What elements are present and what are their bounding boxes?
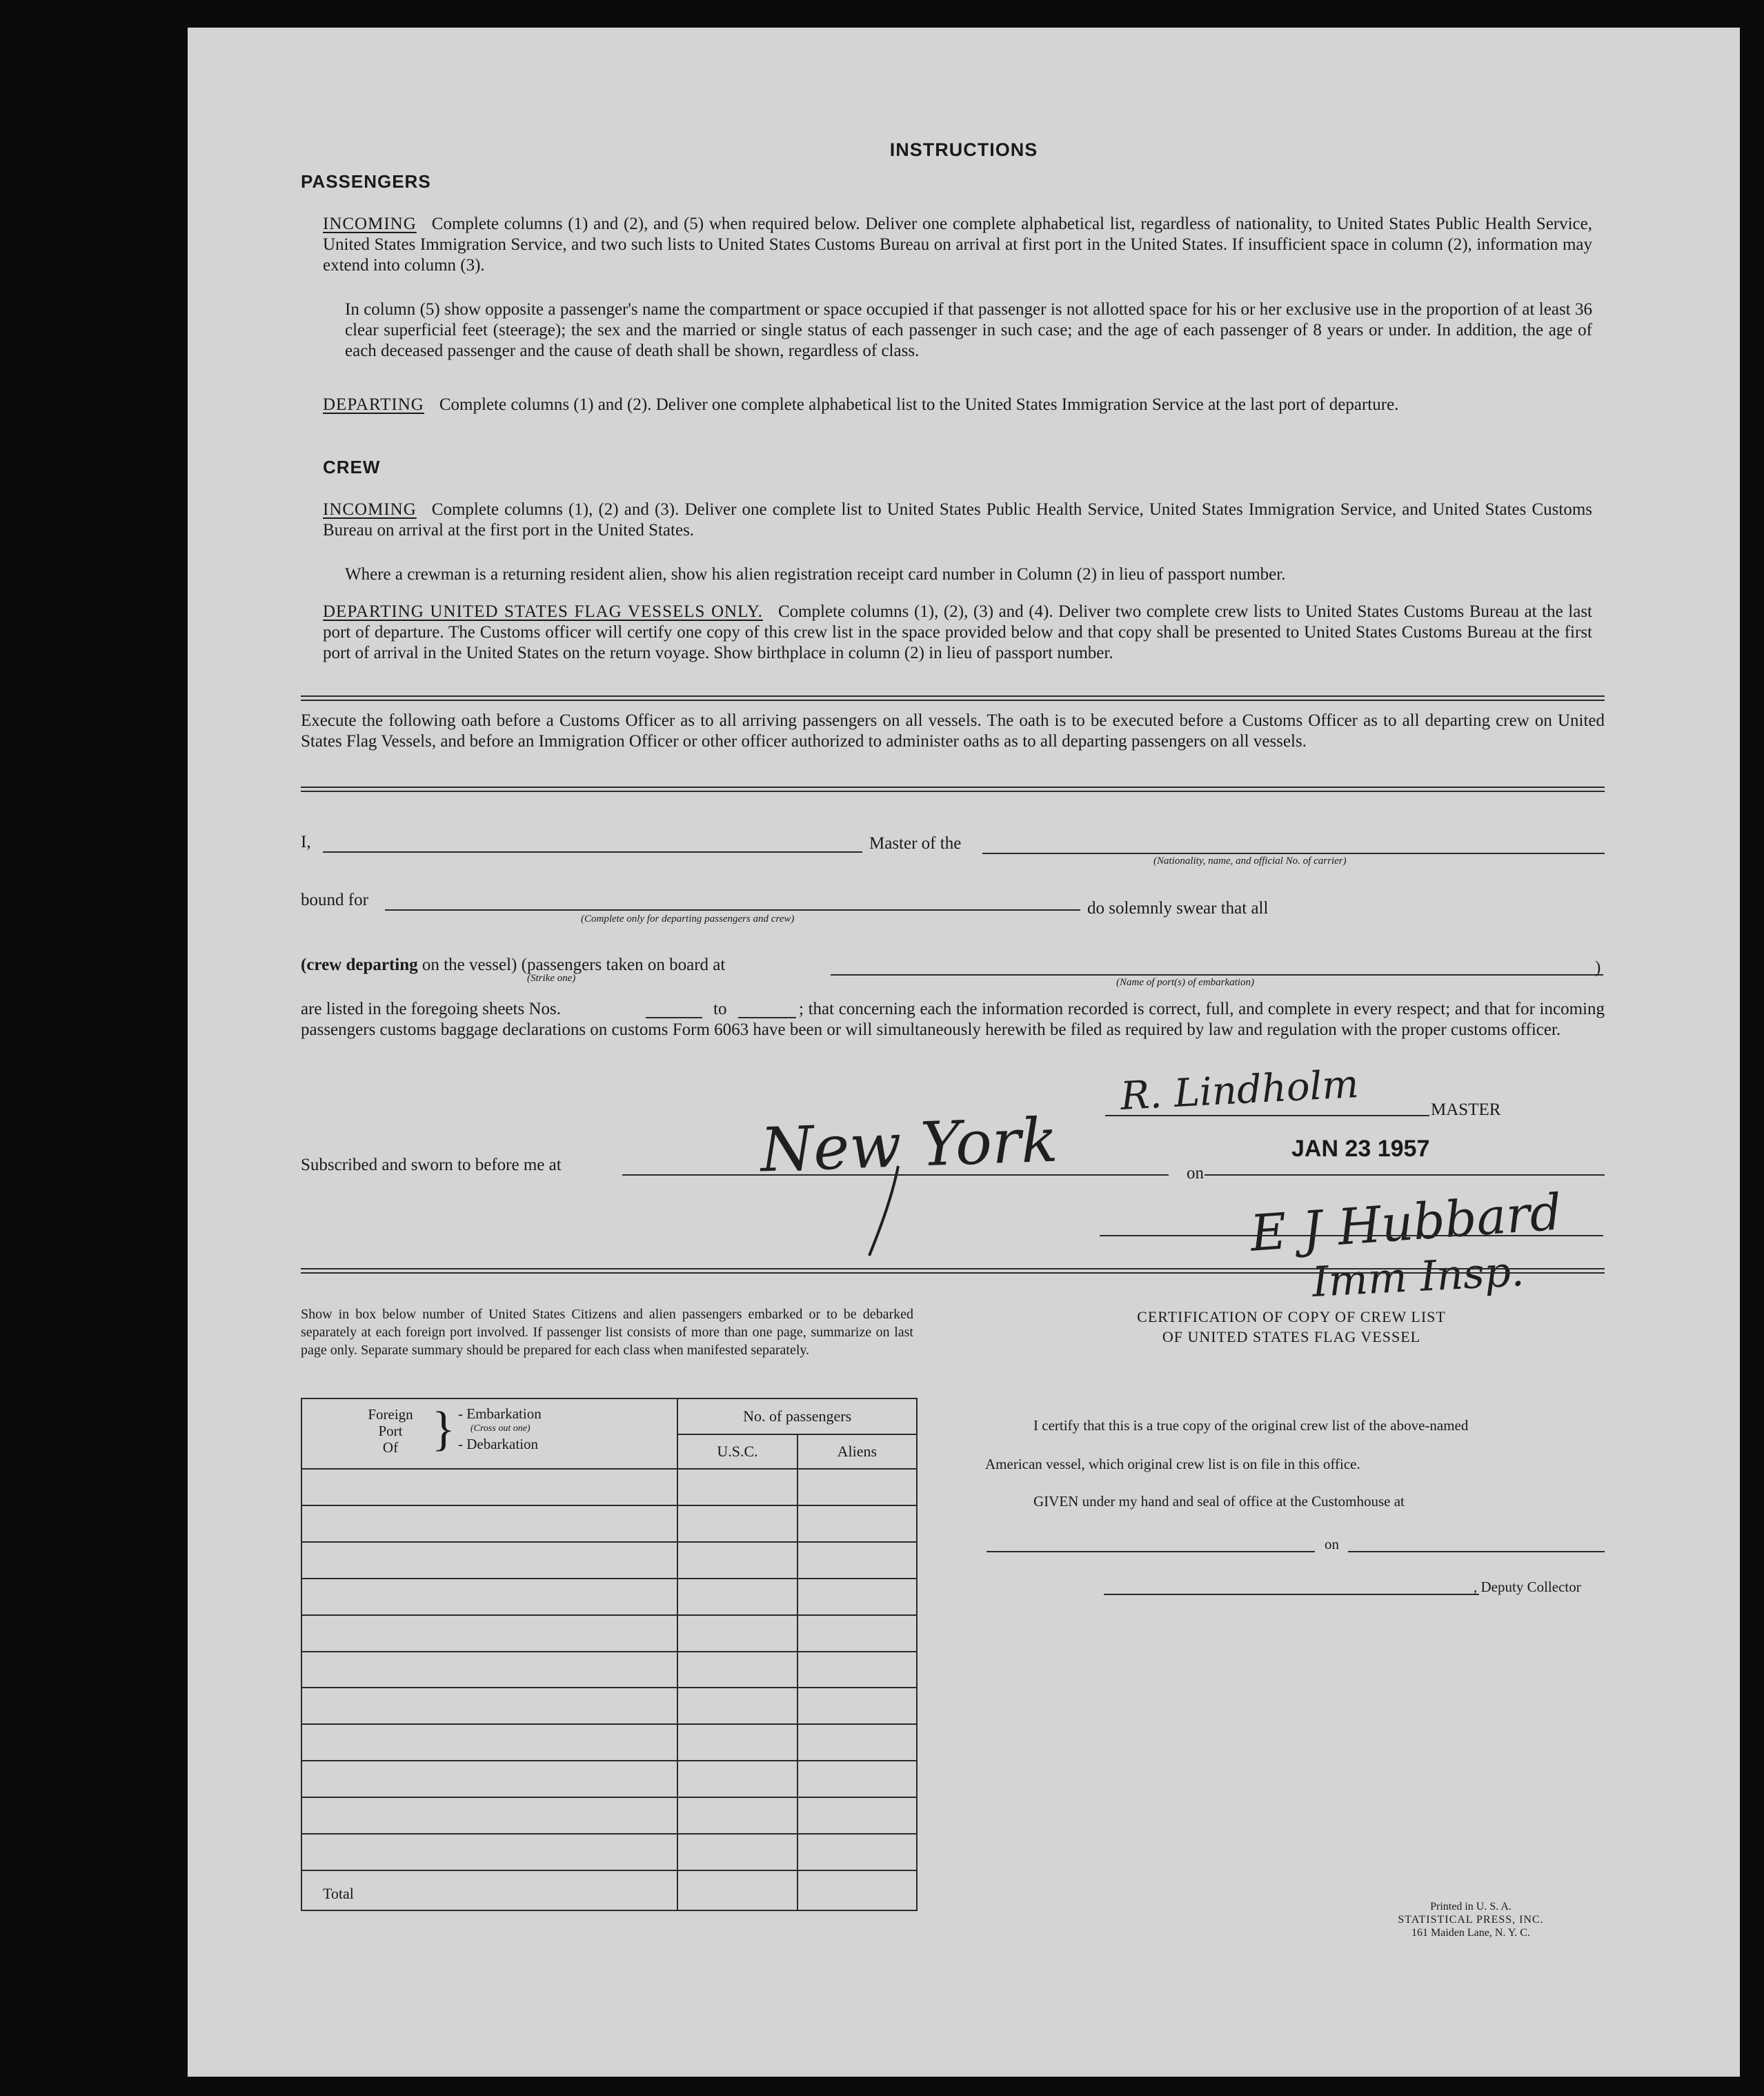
- certification-on-label: on: [1325, 1536, 1339, 1552]
- carrier-line[interactable]: [982, 853, 1605, 854]
- american-vessel-text: American vessel, which original crew list is on file in this office.: [985, 1456, 1360, 1472]
- date-stamp: JAN 23 1957: [1291, 1136, 1430, 1162]
- master-label: MASTER: [1431, 1100, 1501, 1119]
- carrier-note: (Nationality, name, and official No. of carrier): [1153, 856, 1347, 867]
- master-of-label: Master of the: [869, 834, 962, 853]
- table-row: [301, 1469, 917, 1505]
- total-label: Total: [301, 1870, 677, 1910]
- listed-line-a: are listed in the foregoing sheets Nos.: [301, 1000, 561, 1018]
- embarkation-port-line[interactable]: [831, 974, 1603, 976]
- master-name-line[interactable]: [323, 851, 862, 853]
- swear-label: do solemnly swear that all: [1087, 899, 1269, 918]
- usc-header: U.S.C.: [677, 1434, 797, 1469]
- table-row: [301, 1615, 917, 1652]
- master-signature-line[interactable]: [1105, 1115, 1429, 1116]
- strike-note: (Strike one): [527, 973, 576, 984]
- listed-to: to: [713, 1000, 727, 1018]
- passengers-taken-option[interactable]: (passengers taken on board at: [521, 956, 726, 974]
- ports-note: (Name of port(s) of embarkation): [1116, 977, 1254, 988]
- sworn-date-line[interactable]: [1205, 1174, 1605, 1176]
- passengers-departing-paragraph: [323, 395, 1592, 415]
- foreign-port-of: Foreign Port Of: [368, 1406, 413, 1456]
- officer-title-handwritten: Imm Insp.: [1311, 1247, 1525, 1307]
- crew-departing-paragraph: [323, 602, 1592, 664]
- sworn-place-handwritten: New York: [759, 1104, 1059, 1186]
- table-row: [301, 1652, 917, 1688]
- passenger-summary-table: [301, 1398, 918, 1911]
- crewman-paragraph: Where a crewman is a returning resident alien, show his alien registration receipt card number in Column (2) in lieu of passport number.: [345, 565, 1286, 584]
- total-row: [301, 1870, 917, 1910]
- crew-incoming-paragraph: [323, 500, 1592, 541]
- passengers-incoming-label: INCOMING: [323, 215, 417, 233]
- crew-passengers-line: [301, 955, 725, 976]
- passengers-departing-label: DEPARTING: [323, 395, 424, 414]
- officer-signature-line[interactable]: [1100, 1235, 1603, 1236]
- no-of-passengers-header: No. of passengers: [677, 1398, 917, 1434]
- officer-signature: E J Hubbard: [1248, 1183, 1564, 1263]
- deputy-collector-label: , Deputy Collector: [1474, 1579, 1581, 1595]
- given-text: GIVEN under my hand and seal of office at the Customhouse at: [1033, 1493, 1405, 1510]
- divider: [301, 695, 1605, 701]
- listed-text: ; that concerning each the information recorded is correct, full, and complete in every respect; and that for incoming passengers customs baggage declarations on customs Form 6063 have been or will simultaneously herewith be filed as required by law and regulation with the proper customs officer.: [301, 1000, 1605, 1039]
- sworn-on-label: on: [1187, 1164, 1204, 1183]
- form-page: [188, 28, 1740, 2077]
- oath-intro: Execute the following oath before a Customs Officer as to all arriving passengers on all vessels. The oath is to be executed before a Customs Officer as to all departing crew on United States Flag Vessels, and before an Immigration Officer or other officer authorized to administer oaths as to all departing passengers on all vessels.: [301, 711, 1605, 751]
- column5-paragraph: In column (5) show opposite a passenger's name the compartment or space occupied if that passenger is not allotted space for his or her exclusive use in the proportion of at least 36 clear superficial feet (steerage); the sex and the married or single status of each passenger in such case; and the age of each passenger of 8 years or under. In addition, the age of each deceased passenger and the cause of death shall be shown, regardless of class.: [345, 300, 1592, 360]
- passengers-incoming-text: Complete columns (1) and (2), and (5) when required below. Deliver one complete alphabetical list, regardless of nationality, to United States Public Health Service, United States Immigration Service, and two such lists to United States Customs Bureau on arrival at first port in the United States. If insufficient space in column (2), information may extend into column (3).: [323, 215, 1592, 275]
- table-row: [301, 1761, 917, 1797]
- passengers-incoming-paragraph: [323, 214, 1592, 276]
- table-row: [301, 1688, 917, 1724]
- certification-date-line[interactable]: [1348, 1551, 1605, 1552]
- bound-for-label: bound for: [301, 891, 368, 909]
- table-row: [301, 1834, 917, 1870]
- close-paren: ): [1595, 958, 1601, 977]
- divider: [301, 787, 1605, 792]
- table-row: [301, 1579, 917, 1615]
- deputy-collector-line[interactable]: [1104, 1594, 1479, 1595]
- crew-heading: CREW: [323, 457, 381, 477]
- bound-note: (Complete only for departing passengers and crew): [581, 913, 795, 925]
- crew-departing-label: DEPARTING UNITED STATES FLAG VESSELS ONLY.: [323, 602, 763, 621]
- certification-title: CERTIFICATION OF COPY OF CREW LIST OF UNITED STATES FLAG VESSEL: [1137, 1308, 1446, 1345]
- crew-departing-option[interactable]: (crew departing: [301, 956, 418, 974]
- bound-for-line[interactable]: [385, 909, 1080, 911]
- printer-imprint: Printed in U. S. A. STATISTICAL PRESS, INC. 161 Maiden Lane, N. Y. C.: [1398, 1901, 1544, 1939]
- summary-instructions: Show in box below number of United States Citizens and alien passengers embarked or to be debarked separately at each foreign port involved. If passenger list consists of more than one page, summarize on last page only. Separate summary should be prepared for each class when manifested separately.: [301, 1307, 913, 1358]
- passengers-departing-text: Complete columns (1) and (2). Deliver one complete alphabetical list to the United States Immigration Service at the last port of departure.: [439, 395, 1399, 414]
- table-row: [301, 1797, 917, 1834]
- table-row: [301, 1542, 917, 1579]
- table-row: [301, 1505, 917, 1542]
- crew-incoming-text: Complete columns (1), (2) and (3). Deliver one complete list to United States Public Health Service, United States Immigration Service, and United States Customs Bureau on arrival at the first port in the United States.: [323, 500, 1592, 540]
- table-row: [301, 1724, 917, 1761]
- embark-debark-options: - Embarkation (Cross out one) - Debarkation: [458, 1405, 542, 1452]
- certify-text: I certify that this is a true copy of the original crew list of the above-named: [1033, 1417, 1469, 1434]
- divider: [301, 1268, 1605, 1274]
- master-signature: R. Lindholm: [1119, 1062, 1360, 1119]
- on-vessel-text: on the vessel): [422, 956, 517, 974]
- customhouse-line[interactable]: [987, 1551, 1315, 1552]
- subscribed-label: Subscribed and sworn to before me at: [301, 1156, 562, 1174]
- passengers-heading: PASSENGERS: [301, 171, 431, 192]
- i-label: I,: [301, 833, 311, 851]
- sworn-place-line[interactable]: [622, 1174, 1169, 1176]
- aliens-header: Aliens: [797, 1434, 917, 1469]
- brace-icon: }: [432, 1403, 455, 1456]
- crew-incoming-label: INCOMING: [323, 500, 417, 519]
- page-title: INSTRUCTIONS: [889, 139, 1038, 160]
- port-header-cell: [301, 1398, 677, 1469]
- crew-departing-text: Complete columns (1), (2), (3) and (4). Deliver two complete crew lists to United States Customs Bureau at the last port of departure. The Customs officer will certify one copy of this crew list in the space provided below and that copy shall be presented to United States Customs Bureau at the first port of arrival in the United States on the return voyage. Show birthplace in column (2) in lieu of passport number.: [323, 602, 1592, 662]
